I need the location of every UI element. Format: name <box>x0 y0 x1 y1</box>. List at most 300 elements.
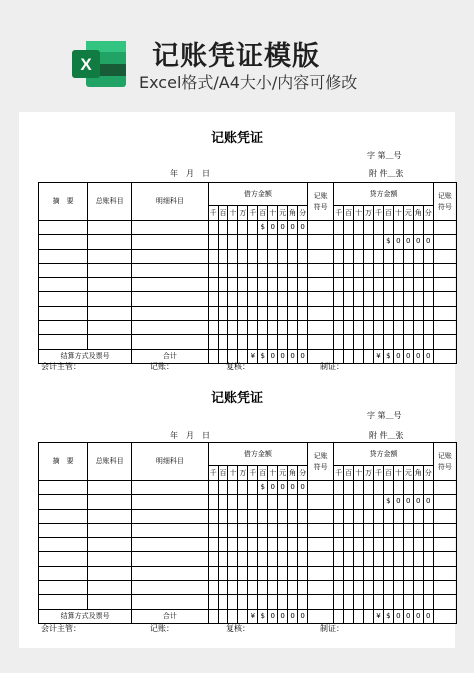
credit-amount-digit[interactable] <box>364 495 374 509</box>
credit-mark-cell[interactable] <box>433 278 456 292</box>
credit-amount-digit[interactable] <box>354 538 364 552</box>
credit-amount-digit[interactable] <box>403 481 413 495</box>
credit-amount-digit[interactable] <box>403 595 413 609</box>
credit-amount-digit[interactable] <box>364 278 374 292</box>
credit-amount-digit[interactable] <box>364 509 374 523</box>
debit-amount-digit[interactable] <box>268 595 278 609</box>
total-credit-digit[interactable] <box>344 349 354 363</box>
total-credit-yen-sign[interactable]: ¥ <box>374 609 384 623</box>
debit-amount-digit[interactable] <box>278 581 288 595</box>
credit-amount-digit[interactable] <box>354 263 364 277</box>
total-debit-mark-cell[interactable] <box>308 609 334 623</box>
debit-amount-digit[interactable] <box>258 321 268 335</box>
debit-amount-digit[interactable] <box>248 306 258 320</box>
credit-amount-digit[interactable] <box>403 292 413 306</box>
debit-mark-cell[interactable] <box>308 523 334 537</box>
credit-amount-digit[interactable] <box>413 566 423 580</box>
entry-account-cell[interactable] <box>88 523 132 537</box>
credit-amount-digit[interactable] <box>364 566 374 580</box>
total-debit-zero-digit[interactable]: 0 <box>298 349 308 363</box>
debit-amount-digit[interactable] <box>238 263 248 277</box>
debit-amount-digit[interactable] <box>218 523 228 537</box>
debit-amount-digit[interactable] <box>218 263 228 277</box>
debit-amount-digit[interactable] <box>248 278 258 292</box>
debit-amount-digit[interactable] <box>258 292 268 306</box>
total-credit-zero-digit[interactable]: 0 <box>393 609 403 623</box>
entry-summary-cell[interactable] <box>39 552 88 566</box>
debit-amount-digit[interactable] <box>288 495 298 509</box>
credit-amount-digit[interactable] <box>393 538 403 552</box>
credit-amount-digit[interactable] <box>393 292 403 306</box>
credit-mark-cell[interactable] <box>433 509 456 523</box>
entry-detail-cell[interactable] <box>132 335 208 349</box>
total-credit-yen-sign[interactable]: ¥ <box>374 349 384 363</box>
total-credit-currency-sign[interactable]: $ <box>383 349 393 363</box>
debit-amount-digit[interactable] <box>228 495 238 509</box>
credit-amount-digit[interactable] <box>354 221 364 235</box>
debit-amount-digit[interactable] <box>278 321 288 335</box>
credit-amount-digit[interactable] <box>334 495 344 509</box>
debit-amount-digit[interactable] <box>288 595 298 609</box>
debit-amount-digit[interactable] <box>278 538 288 552</box>
total-debit-zero-digit[interactable]: 0 <box>288 609 298 623</box>
debit-amount-digit[interactable] <box>218 278 228 292</box>
debit-amount-digit[interactable] <box>208 595 218 609</box>
entry-summary-cell[interactable] <box>39 235 88 249</box>
total-debit-digit[interactable] <box>208 609 218 623</box>
debit-amount-digit[interactable] <box>298 581 308 595</box>
credit-amount-digit[interactable] <box>344 263 354 277</box>
debit-amount-digit[interactable] <box>268 235 278 249</box>
credit-amount-digit[interactable] <box>403 306 413 320</box>
credit-amount-digit[interactable] <box>393 249 403 263</box>
debit-amount-digit[interactable] <box>248 249 258 263</box>
credit-amount-digit[interactable] <box>393 581 403 595</box>
debit-amount-digit[interactable] <box>248 292 258 306</box>
debit-amount-digit[interactable] <box>268 509 278 523</box>
credit-amount-digit[interactable] <box>413 538 423 552</box>
debit-amount-digit[interactable] <box>228 306 238 320</box>
credit-amount-digit[interactable] <box>354 552 364 566</box>
credit-amount-digit[interactable] <box>403 335 413 349</box>
debit-amount-digit[interactable] <box>288 306 298 320</box>
debit-amount-digit[interactable] <box>238 306 248 320</box>
debit-amount-digit[interactable] <box>258 566 268 580</box>
entry-detail-cell[interactable] <box>132 523 208 537</box>
credit-amount-digit[interactable] <box>423 306 433 320</box>
entry-detail-cell[interactable] <box>132 552 208 566</box>
debit-amount-digit[interactable] <box>258 523 268 537</box>
credit-amount-digit[interactable] <box>374 306 384 320</box>
debit-mark-cell[interactable] <box>308 595 334 609</box>
total-credit-zero-digit[interactable]: 0 <box>423 609 433 623</box>
credit-amount-digit[interactable] <box>364 263 374 277</box>
debit-mark-cell[interactable] <box>308 263 334 277</box>
credit-mark-cell[interactable] <box>433 538 456 552</box>
debit-amount-digit[interactable] <box>238 581 248 595</box>
entry-account-cell[interactable] <box>88 509 132 523</box>
debit-mark-cell[interactable] <box>308 495 334 509</box>
credit-amount-digit[interactable] <box>334 595 344 609</box>
total-debit-digit[interactable] <box>228 609 238 623</box>
entry-detail-cell[interactable] <box>132 538 208 552</box>
credit-amount-digit[interactable] <box>364 249 374 263</box>
debit-amount-digit[interactable] <box>268 538 278 552</box>
entry-summary-cell[interactable] <box>39 595 88 609</box>
entry-summary-cell[interactable] <box>39 335 88 349</box>
credit-amount-digit[interactable] <box>413 321 423 335</box>
credit-amount-digit[interactable] <box>423 595 433 609</box>
credit-amount-digit[interactable] <box>344 595 354 609</box>
total-credit-mark-cell[interactable] <box>433 609 456 623</box>
total-credit-digit[interactable] <box>334 609 344 623</box>
total-debit-digit[interactable] <box>238 609 248 623</box>
debit-amount-digit[interactable] <box>238 552 248 566</box>
credit-amount-digit[interactable] <box>354 249 364 263</box>
debit-amount-digit[interactable] <box>278 278 288 292</box>
total-debit-yen-sign[interactable]: ¥ <box>248 349 258 363</box>
credit-amount-digit[interactable] <box>344 335 354 349</box>
entry-detail-cell[interactable] <box>132 509 208 523</box>
debit-amount-digit[interactable] <box>258 278 268 292</box>
credit-mark-cell[interactable] <box>433 481 456 495</box>
debit-amount-digit[interactable] <box>298 278 308 292</box>
credit-currency-sign[interactable]: $ <box>383 235 393 249</box>
entry-detail-cell[interactable] <box>132 249 208 263</box>
credit-amount-digit[interactable] <box>374 566 384 580</box>
credit-amount-digit[interactable] <box>344 523 354 537</box>
credit-amount-digit[interactable] <box>354 235 364 249</box>
debit-amount-digit[interactable] <box>238 595 248 609</box>
entry-detail-cell[interactable] <box>132 321 208 335</box>
debit-amount-digit[interactable] <box>208 235 218 249</box>
total-credit-digit[interactable] <box>364 349 374 363</box>
credit-amount-digit[interactable] <box>383 481 393 495</box>
credit-zero-digit[interactable]: 0 <box>403 235 413 249</box>
debit-zero-digit[interactable]: 0 <box>298 221 308 235</box>
credit-amount-digit[interactable] <box>383 595 393 609</box>
total-debit-digit[interactable] <box>218 609 228 623</box>
credit-amount-digit[interactable] <box>383 509 393 523</box>
total-credit-digit[interactable] <box>364 609 374 623</box>
entry-account-cell[interactable] <box>88 595 132 609</box>
credit-amount-digit[interactable] <box>344 581 354 595</box>
credit-amount-digit[interactable] <box>334 292 344 306</box>
debit-zero-digit[interactable]: 0 <box>278 221 288 235</box>
total-debit-zero-digit[interactable]: 0 <box>268 609 278 623</box>
debit-amount-digit[interactable] <box>248 481 258 495</box>
debit-amount-digit[interactable] <box>208 249 218 263</box>
debit-amount-digit[interactable] <box>278 566 288 580</box>
debit-amount-digit[interactable] <box>218 581 228 595</box>
credit-amount-digit[interactable] <box>364 292 374 306</box>
debit-amount-digit[interactable] <box>218 509 228 523</box>
debit-amount-digit[interactable] <box>278 509 288 523</box>
debit-amount-digit[interactable] <box>218 321 228 335</box>
debit-amount-digit[interactable] <box>278 552 288 566</box>
credit-amount-digit[interactable] <box>334 249 344 263</box>
entry-summary-cell[interactable] <box>39 263 88 277</box>
debit-amount-digit[interactable] <box>298 523 308 537</box>
credit-amount-digit[interactable] <box>423 249 433 263</box>
debit-amount-digit[interactable] <box>208 481 218 495</box>
credit-amount-digit[interactable] <box>354 335 364 349</box>
debit-amount-digit[interactable] <box>298 595 308 609</box>
total-debit-zero-digit[interactable]: 0 <box>288 349 298 363</box>
credit-amount-digit[interactable] <box>393 509 403 523</box>
debit-amount-digit[interactable] <box>218 335 228 349</box>
credit-amount-digit[interactable] <box>364 306 374 320</box>
entry-detail-cell[interactable] <box>132 595 208 609</box>
entry-detail-cell[interactable] <box>132 292 208 306</box>
debit-currency-sign[interactable]: $ <box>258 481 268 495</box>
credit-amount-digit[interactable] <box>344 509 354 523</box>
credit-amount-digit[interactable] <box>334 235 344 249</box>
credit-amount-digit[interactable] <box>403 538 413 552</box>
debit-amount-digit[interactable] <box>278 523 288 537</box>
debit-amount-digit[interactable] <box>238 335 248 349</box>
credit-amount-digit[interactable] <box>383 249 393 263</box>
credit-mark-cell[interactable] <box>433 523 456 537</box>
credit-amount-digit[interactable] <box>383 321 393 335</box>
credit-amount-digit[interactable] <box>334 335 344 349</box>
entry-summary-cell[interactable] <box>39 566 88 580</box>
debit-amount-digit[interactable] <box>288 321 298 335</box>
credit-amount-digit[interactable] <box>403 321 413 335</box>
credit-amount-digit[interactable] <box>423 481 433 495</box>
debit-amount-digit[interactable] <box>288 278 298 292</box>
credit-amount-digit[interactable] <box>364 538 374 552</box>
debit-amount-digit[interactable] <box>268 335 278 349</box>
entry-summary-cell[interactable] <box>39 321 88 335</box>
total-debit-currency-sign[interactable]: $ <box>258 349 268 363</box>
debit-amount-digit[interactable] <box>218 595 228 609</box>
credit-amount-digit[interactable] <box>413 278 423 292</box>
credit-amount-digit[interactable] <box>364 235 374 249</box>
credit-amount-digit[interactable] <box>374 292 384 306</box>
entry-summary-cell[interactable] <box>39 306 88 320</box>
credit-amount-digit[interactable] <box>334 552 344 566</box>
debit-amount-digit[interactable] <box>228 566 238 580</box>
debit-amount-digit[interactable] <box>208 335 218 349</box>
credit-amount-digit[interactable] <box>374 481 384 495</box>
credit-amount-digit[interactable] <box>413 221 423 235</box>
debit-amount-digit[interactable] <box>258 249 268 263</box>
debit-amount-digit[interactable] <box>288 523 298 537</box>
debit-amount-digit[interactable] <box>228 335 238 349</box>
credit-amount-digit[interactable] <box>413 509 423 523</box>
credit-amount-digit[interactable] <box>403 523 413 537</box>
credit-zero-digit[interactable]: 0 <box>423 235 433 249</box>
debit-amount-digit[interactable] <box>288 263 298 277</box>
credit-mark-cell[interactable] <box>433 292 456 306</box>
entry-account-cell[interactable] <box>88 481 132 495</box>
credit-amount-digit[interactable] <box>403 509 413 523</box>
credit-amount-digit[interactable] <box>334 538 344 552</box>
entry-detail-cell[interactable] <box>132 566 208 580</box>
entry-summary-cell[interactable] <box>39 292 88 306</box>
credit-mark-cell[interactable] <box>433 235 456 249</box>
debit-mark-cell[interactable] <box>308 552 334 566</box>
credit-mark-cell[interactable] <box>433 335 456 349</box>
credit-amount-digit[interactable] <box>334 221 344 235</box>
debit-amount-digit[interactable] <box>238 292 248 306</box>
debit-amount-digit[interactable] <box>258 581 268 595</box>
credit-amount-digit[interactable] <box>423 552 433 566</box>
debit-mark-cell[interactable] <box>308 481 334 495</box>
credit-zero-digit[interactable]: 0 <box>393 495 403 509</box>
debit-mark-cell[interactable] <box>308 335 334 349</box>
debit-amount-digit[interactable] <box>268 278 278 292</box>
debit-amount-digit[interactable] <box>218 235 228 249</box>
credit-amount-digit[interactable] <box>334 509 344 523</box>
credit-mark-cell[interactable] <box>433 566 456 580</box>
entry-summary-cell[interactable] <box>39 538 88 552</box>
debit-mark-cell[interactable] <box>308 235 334 249</box>
total-credit-digit[interactable] <box>354 609 364 623</box>
credit-zero-digit[interactable]: 0 <box>413 495 423 509</box>
credit-amount-digit[interactable] <box>334 278 344 292</box>
debit-amount-digit[interactable] <box>248 221 258 235</box>
debit-amount-digit[interactable] <box>298 263 308 277</box>
debit-amount-digit[interactable] <box>238 495 248 509</box>
credit-amount-digit[interactable] <box>403 566 413 580</box>
debit-amount-digit[interactable] <box>278 306 288 320</box>
debit-amount-digit[interactable] <box>288 249 298 263</box>
debit-amount-digit[interactable] <box>218 481 228 495</box>
credit-amount-digit[interactable] <box>364 321 374 335</box>
debit-amount-digit[interactable] <box>298 495 308 509</box>
credit-zero-digit[interactable]: 0 <box>393 235 403 249</box>
credit-amount-digit[interactable] <box>393 566 403 580</box>
total-credit-mark-cell[interactable] <box>433 349 456 363</box>
debit-amount-digit[interactable] <box>238 481 248 495</box>
debit-amount-digit[interactable] <box>248 335 258 349</box>
debit-amount-digit[interactable] <box>218 221 228 235</box>
debit-mark-cell[interactable] <box>308 249 334 263</box>
credit-amount-digit[interactable] <box>413 523 423 537</box>
credit-amount-digit[interactable] <box>383 523 393 537</box>
debit-amount-digit[interactable] <box>268 566 278 580</box>
credit-amount-digit[interactable] <box>344 278 354 292</box>
credit-amount-digit[interactable] <box>374 509 384 523</box>
credit-amount-digit[interactable] <box>344 292 354 306</box>
credit-amount-digit[interactable] <box>354 595 364 609</box>
debit-amount-digit[interactable] <box>268 249 278 263</box>
debit-amount-digit[interactable] <box>288 235 298 249</box>
debit-amount-digit[interactable] <box>238 538 248 552</box>
credit-amount-digit[interactable] <box>374 538 384 552</box>
credit-amount-digit[interactable] <box>374 249 384 263</box>
debit-amount-digit[interactable] <box>228 292 238 306</box>
debit-amount-digit[interactable] <box>258 263 268 277</box>
credit-amount-digit[interactable] <box>393 595 403 609</box>
credit-amount-digit[interactable] <box>423 278 433 292</box>
debit-amount-digit[interactable] <box>248 552 258 566</box>
debit-amount-digit[interactable] <box>248 523 258 537</box>
debit-amount-digit[interactable] <box>248 566 258 580</box>
debit-amount-digit[interactable] <box>288 552 298 566</box>
debit-amount-digit[interactable] <box>278 235 288 249</box>
total-debit-zero-digit[interactable]: 0 <box>268 349 278 363</box>
credit-amount-digit[interactable] <box>364 595 374 609</box>
debit-zero-digit[interactable]: 0 <box>288 481 298 495</box>
credit-amount-digit[interactable] <box>423 523 433 537</box>
debit-amount-digit[interactable] <box>298 566 308 580</box>
debit-currency-sign[interactable]: $ <box>258 221 268 235</box>
debit-amount-digit[interactable] <box>298 235 308 249</box>
credit-amount-digit[interactable] <box>393 523 403 537</box>
total-credit-digit[interactable] <box>344 609 354 623</box>
total-credit-digit[interactable] <box>354 349 364 363</box>
debit-amount-digit[interactable] <box>248 235 258 249</box>
debit-amount-digit[interactable] <box>228 538 238 552</box>
entry-detail-cell[interactable] <box>132 278 208 292</box>
credit-amount-digit[interactable] <box>423 292 433 306</box>
debit-amount-digit[interactable] <box>208 566 218 580</box>
credit-amount-digit[interactable] <box>354 566 364 580</box>
credit-amount-digit[interactable] <box>354 509 364 523</box>
credit-amount-digit[interactable] <box>344 306 354 320</box>
credit-amount-digit[interactable] <box>383 538 393 552</box>
debit-amount-digit[interactable] <box>208 321 218 335</box>
credit-amount-digit[interactable] <box>393 552 403 566</box>
debit-amount-digit[interactable] <box>278 292 288 306</box>
debit-amount-digit[interactable] <box>248 538 258 552</box>
entry-detail-cell[interactable] <box>132 306 208 320</box>
debit-amount-digit[interactable] <box>248 509 258 523</box>
entry-summary-cell[interactable] <box>39 481 88 495</box>
debit-amount-digit[interactable] <box>268 263 278 277</box>
credit-amount-digit[interactable] <box>364 481 374 495</box>
credit-amount-digit[interactable] <box>403 263 413 277</box>
credit-amount-digit[interactable] <box>383 566 393 580</box>
credit-amount-digit[interactable] <box>393 306 403 320</box>
credit-mark-cell[interactable] <box>433 581 456 595</box>
entry-summary-cell[interactable] <box>39 249 88 263</box>
credit-amount-digit[interactable] <box>413 306 423 320</box>
credit-amount-digit[interactable] <box>354 581 364 595</box>
entry-summary-cell[interactable] <box>39 221 88 235</box>
debit-amount-digit[interactable] <box>278 263 288 277</box>
credit-amount-digit[interactable] <box>413 552 423 566</box>
entry-detail-cell[interactable] <box>132 221 208 235</box>
credit-amount-digit[interactable] <box>334 306 344 320</box>
credit-amount-digit[interactable] <box>423 509 433 523</box>
credit-amount-digit[interactable] <box>413 595 423 609</box>
debit-amount-digit[interactable] <box>218 249 228 263</box>
debit-amount-digit[interactable] <box>288 292 298 306</box>
debit-amount-digit[interactable] <box>208 495 218 509</box>
debit-amount-digit[interactable] <box>268 321 278 335</box>
entry-account-cell[interactable] <box>88 552 132 566</box>
credit-zero-digit[interactable]: 0 <box>403 495 413 509</box>
debit-mark-cell[interactable] <box>308 321 334 335</box>
debit-amount-digit[interactable] <box>228 509 238 523</box>
credit-amount-digit[interactable] <box>383 581 393 595</box>
debit-amount-digit[interactable] <box>248 321 258 335</box>
credit-amount-digit[interactable] <box>364 523 374 537</box>
credit-amount-digit[interactable] <box>374 221 384 235</box>
credit-amount-digit[interactable] <box>334 566 344 580</box>
credit-amount-digit[interactable] <box>364 335 374 349</box>
debit-amount-digit[interactable] <box>268 552 278 566</box>
debit-amount-digit[interactable] <box>258 552 268 566</box>
total-debit-zero-digit[interactable]: 0 <box>278 349 288 363</box>
credit-amount-digit[interactable] <box>383 292 393 306</box>
debit-amount-digit[interactable] <box>298 538 308 552</box>
debit-amount-digit[interactable] <box>228 235 238 249</box>
